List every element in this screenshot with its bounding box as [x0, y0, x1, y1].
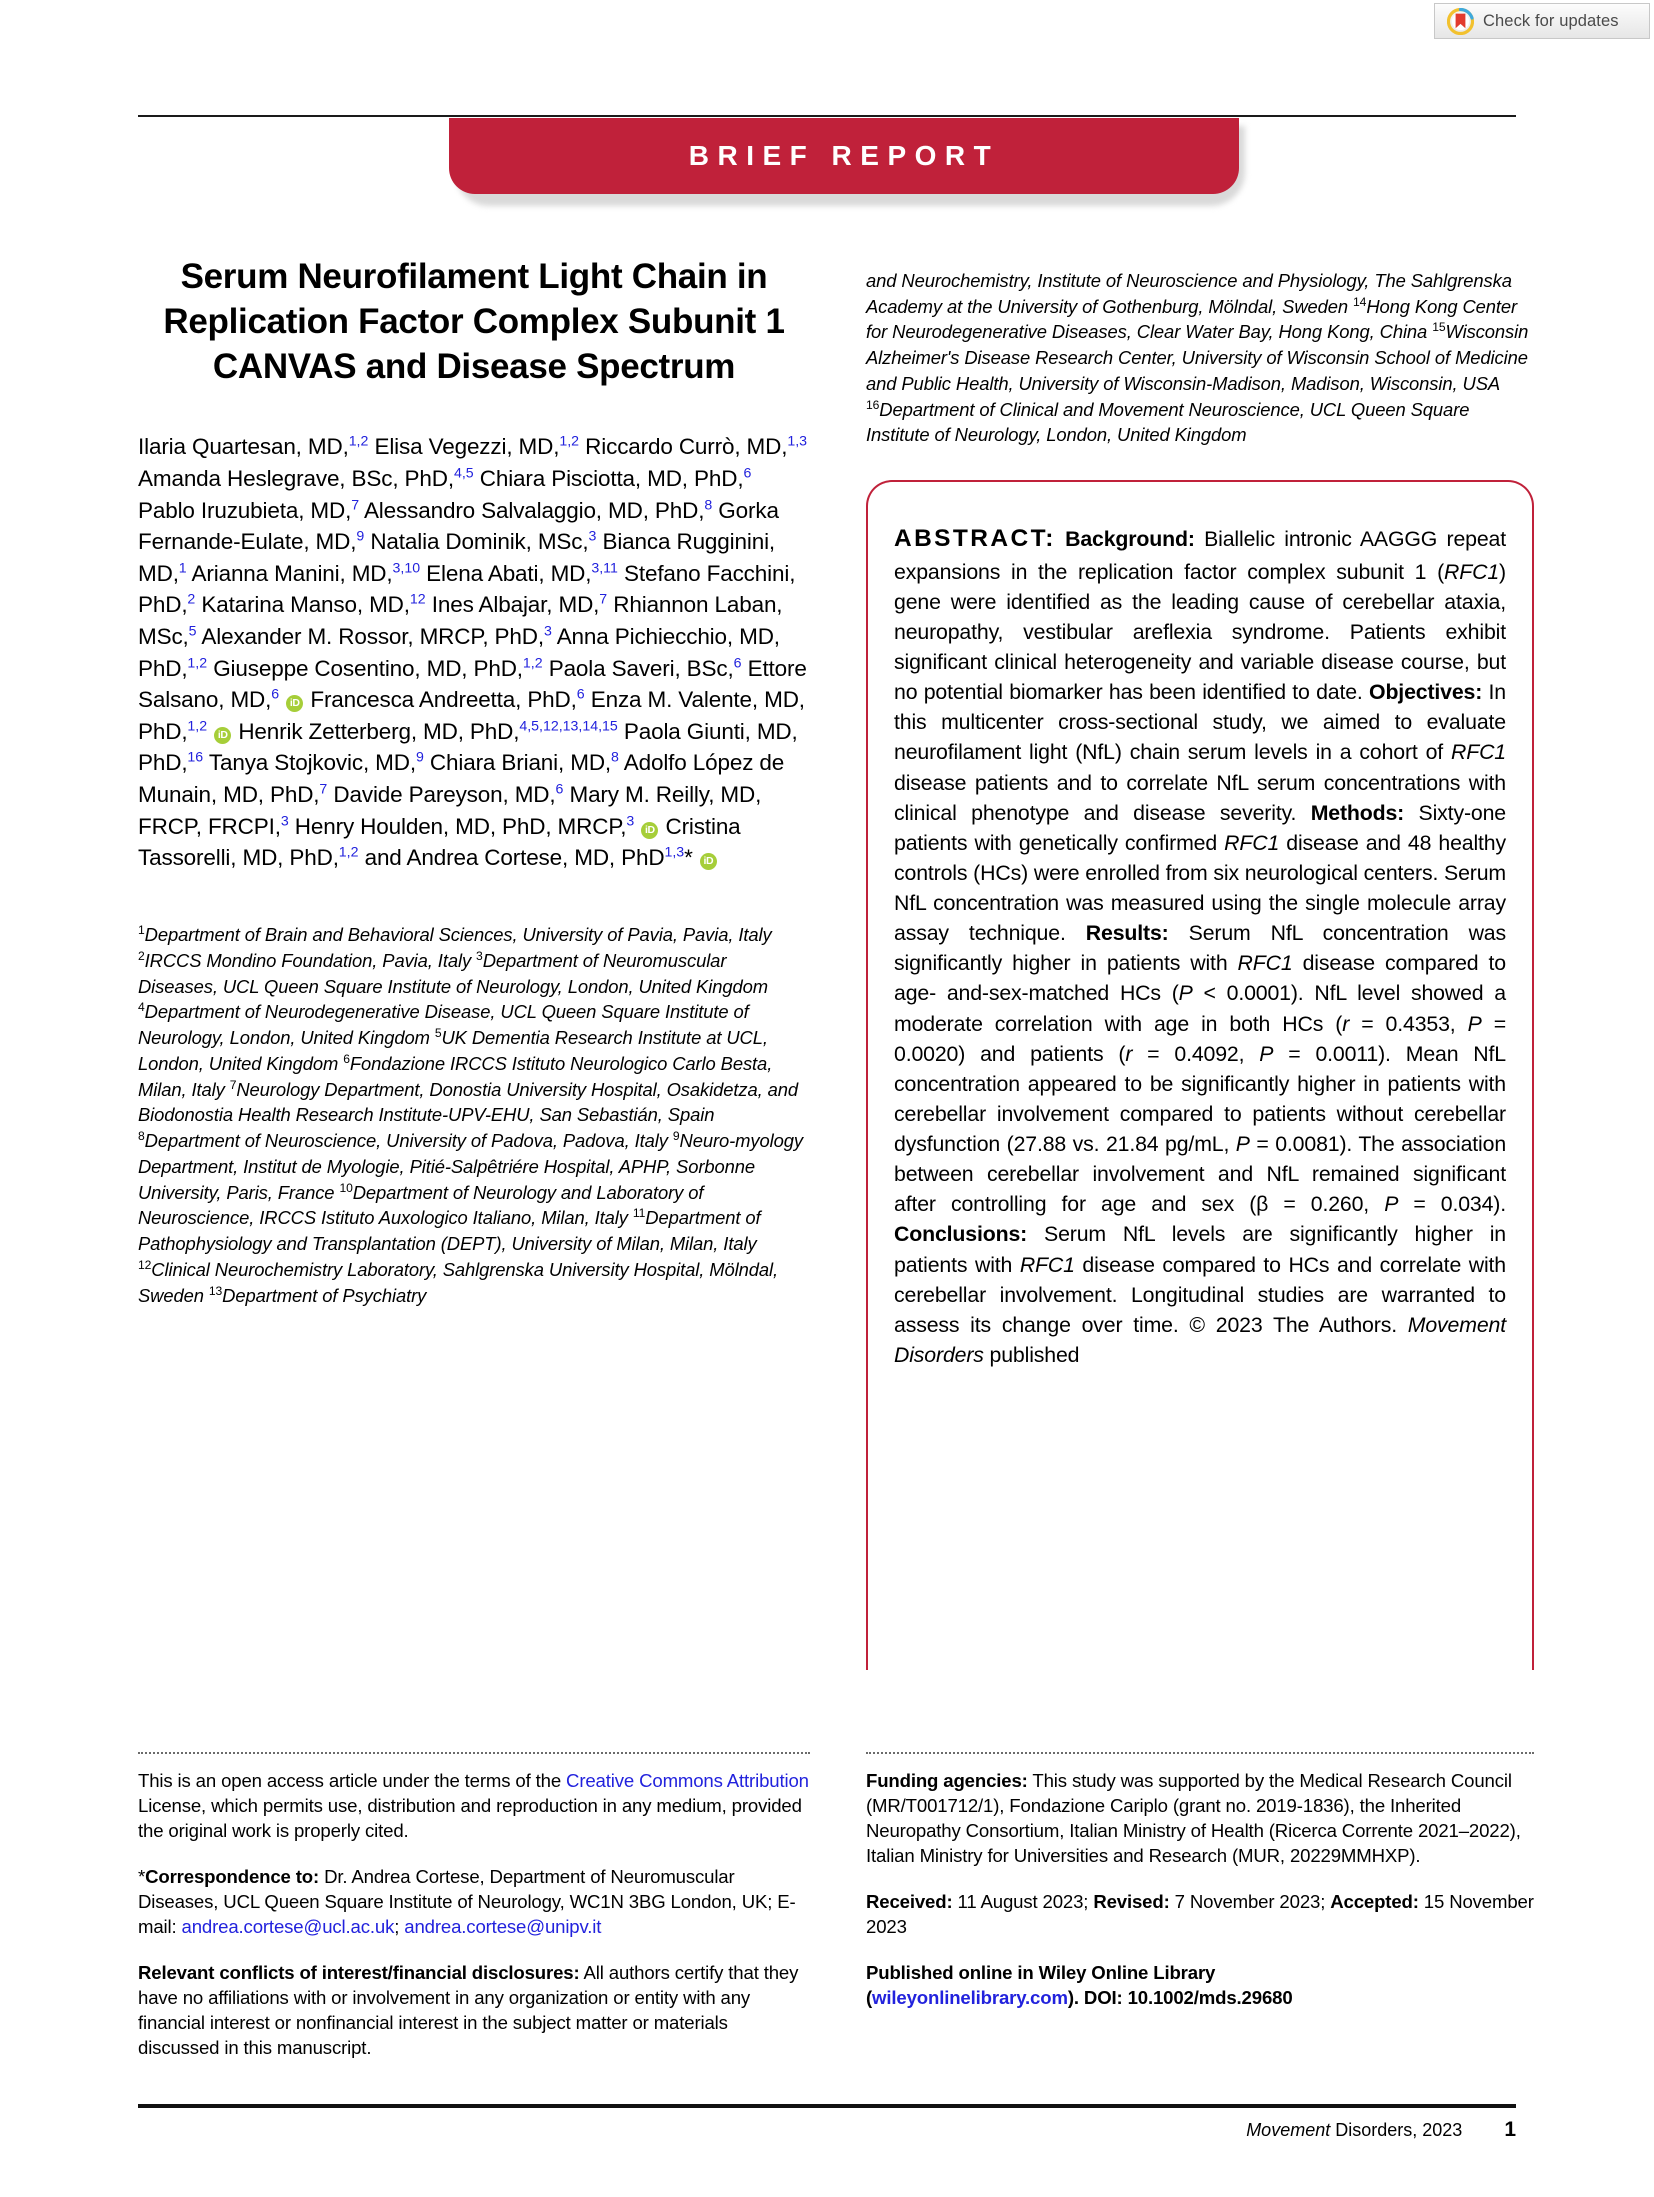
open-access-note: This is an open access article under the terms of the Creative Commons Attribution License, which permits use, distribution and reproduction in any medium, provided the original work is properly cited. [138, 1770, 809, 1841]
article-type-banner [449, 118, 1249, 208]
banner-label: BRIEF REPORT [688, 140, 1000, 171]
affiliations-left: $^1$Department of Brain and Behavioral Sciences, University of Pavia, Pavia, Italy $^2$IRCCS Mondino Foundation, Pavia, Italy $^3$Department of Neuromuscular Diseases, UCL Queen Square Institute of Neurology, London, United Kingdom $^4$Department of Neurodegenerative Disease, UCL Queen Square Institute of Neurology, London, United Kingdom $^5$UK Dementia Research Institute at UCL, London, United Kingdom $^6$Fondazione IRCCS Istituto Neurologico Carlo Besta, Milan, Italy $^7$Neurology Department, Donostia University Hospital, Osakidetza, and Biodonostia Health Research Institute-UPV-EHU, San Sebastián, Spain $^8$Department of Neuroscience, University of Padova, Padova, Italy $^9$Neuro-myology Department, Institut de Myologie, Pitié-Salpêtriére Hospital, APHP, Sorbonne University, Paris, France $^{10}$Department of Neurology and Laboratory of Neuroscience, IRCCS Istituto Auxologico Italiano, Milan, Italy $^{11}$Department of Pathophysiology and Transplantation (DEPT), University of Milan, Milan, Italy $^{12}$Clinical Neurochemistry Laboratory, Sahlgrenska University Hospital, Mölndal, Sweden $^{13}$Department of Psychiatry [138, 922, 803, 1306]
banner-plate [449, 118, 1239, 194]
left-column [138, 255, 810, 1308]
check-for-updates-label: Check for updates [1483, 11, 1619, 30]
footer-left-column [138, 1768, 810, 2060]
correspondence-note: *Correspondence to: Dr. Andrea Cortese, Department of Neuromuscular Diseases, UCL Queen Square Institute of Neurology, WC1N 3BG London, UK; E-mail: andrea.cortese@ucl.ac.uk; andrea.cortese@unipv.it [138, 1866, 796, 1937]
journal-citation: Movement Disorders, 2023 [1246, 2120, 1463, 2140]
page-number: 1 [1504, 2118, 1516, 2141]
check-for-updates-badge[interactable] [1434, 3, 1650, 39]
published-online-note: Published online in Wiley Online Library (wileyonlinelibrary.com). DOI: 10.1002/mds.29680 [866, 1962, 1293, 2008]
footer-separator-right [866, 1752, 1534, 1754]
footer-separator-left [138, 1752, 810, 1754]
author-list: Ilaria Quartesan, MD,$^{1,2}$ Elisa Vegezzi, MD,$^{1,2}$ Riccardo Currò, MD,$^{1,3}$ Amanda Heslegrave, BSc, PhD,$^{4,5}$ Chiara Pisciotta, MD, PhD,$^6$ Pablo Iruzubieta, MD,$^7$ Alessandro Salvalaggio, MD, PhD,$^8$ Gorka Fernande-Eulate, MD,$^9$ Natalia Dominik, MSc,$^3$ Bianca Rugginini, MD,$^1$ Arianna Manini, MD,$^{3,10}$ Elena Abati, MD,$^{3,11}$ Stefano Facchini, PhD,$^2$ Katarina Manso, MD,$^{12}$ Ines Albajar, MD,$^7$ Rhiannon Laban, MSc,$^5$ Alexander M. Rossor, MRCP, PhD,$^3$ Anna Pichiecchio, MD, PhD,$^{1,2}$ Giuseppe Cosentino, MD, PhD,$^{1,2}$ Paola Saveri, BSc,$^6$ Ettore Salsano, MD,$^6$ iD Francesca Andreetta, PhD,$^6$ Enza M. Valente, MD, PhD,$^{1,2}$ iD Henrik Zetterberg, MD, PhD,$^{4,5,12,13,14,15}$ Paola Giunti, MD, PhD,$^{16}$ Tanya Stojkovic, MD,$^9$ Chiara Briani, MD,$^8$ Adolfo López de Munain, MD, PhD,$^7$ Davide Pareyson, MD,$^6$ Mary M. Reilly, MD, FRCP, FRCPI,$^3$ Henry Houlden, MD, PhD, MRCP,$^3$ iD Cristina Tassorelli, MD, PhD,$^{1,2}$ and Andrea Cortese, MD, PhD$^{1,3}$* iD [138, 433, 808, 871]
abstract-box [866, 480, 1534, 1670]
footer-right-column [866, 1768, 1534, 2010]
abstract-text: ABSTRACT: Background: Biallelic intronic AAGGG repeat expansions in the replication factor complex subunit 1 (RFC1) gene were identified as the leading cause of cerebellar ataxia, neuropathy, vestibular areflexia syndrome. Patients exhibit significant clinical heterogeneity and variable disease course, but no potential biomarker has been identified to date. Objectives: In this multicenter cross-sectional study, we aimed to evaluate neurofilament light (NfL) chain serum levels in a cohort of RFC1 disease patients and to correlate NfL serum concentrations with clinical phenotype and disease severity. Methods: Sixty-one patients with genetically confirmed RFC1 disease and 48 healthy controls (HCs) were enrolled from six neurological centers. Serum NfL concentration was measured using the single molecule array assay technique. Results: Serum NfL concentration was significantly higher in patients with RFC1 disease compared to age- and-sex-matched HCs (P < 0.0001). NfL level showed a moderate correlation with age in both HCs (r = 0.4353, P = 0.0020) and patients (r = 0.4092, P = 0.0011). Mean NfL concentration appeared to be significantly higher in patients with cerebellar involvement compared to patients without cerebellar dysfunction (27.88 vs. 21.84 pg/mL, P = 0.0081). The association between cerebellar involvement and NfL remained significant after controlling for age and sex (β = 0.260, P = 0.034). Conclusions: Serum NfL levels are significantly higher in patients with RFC1 disease compared to HCs and correlate with cerebellar involvement. Longitudinal studies are warranted to assess its change over time. © 2023 The Authors. Movement Disorders published [894, 525, 1507, 1367]
right-column [866, 268, 1534, 1670]
footer-rule [138, 2104, 1516, 2108]
funding-note: Funding agencies: This study was supported by the Medical Research Council (MR/T001712/1), Fondazione Cariplo (grant no. 2019-1836), the Inherited Neuropathy Consortium, Italian Ministry of Health (Ricerca Corrente 2021–2022), Italian Ministry for Universities and Research (MUR, 20229MMHXP). [866, 1770, 1521, 1866]
bookmark-check-icon [1447, 8, 1474, 35]
header-rule [138, 115, 1516, 117]
affiliations-right: and Neurochemistry, Institute of Neuroscience and Physiology, The Sahlgrenska Academy at the University of Gothenburg, Mölndal, Sweden $^{14}$Hong Kong Center for Neurodegenerative Diseases, Clear Water Bay, Hong Kong, China $^{15}$Wisconsin Alzheimer's Disease Research Center, University of Wisconsin School of Medicine and Public Health, University of Wisconsin-Madison, Madison, Wisconsin, USA $^{16}$Department of Clinical and Movement Neuroscience, UCL Queen Square Institute of Neurology, London, United Kingdom [866, 270, 1529, 446]
page-footer [138, 2118, 1516, 2142]
page-title: Serum Neurofilament Light Chain in Replication Factor Complex Subunit 1 CANVAS and Disease Spectrum [163, 257, 785, 386]
dates-note: Received: 11 August 2023; Revised: 7 November 2023; Accepted: 15 November 2023 [866, 1891, 1534, 1937]
conflicts-note: Relevant conflicts of interest/financial disclosures: All authors certify that they have no affiliations with or involvement in any organization or entity with any financial interest or nonfinancial interest in the subject matter or materials discussed in this manuscript. [138, 1962, 799, 2058]
